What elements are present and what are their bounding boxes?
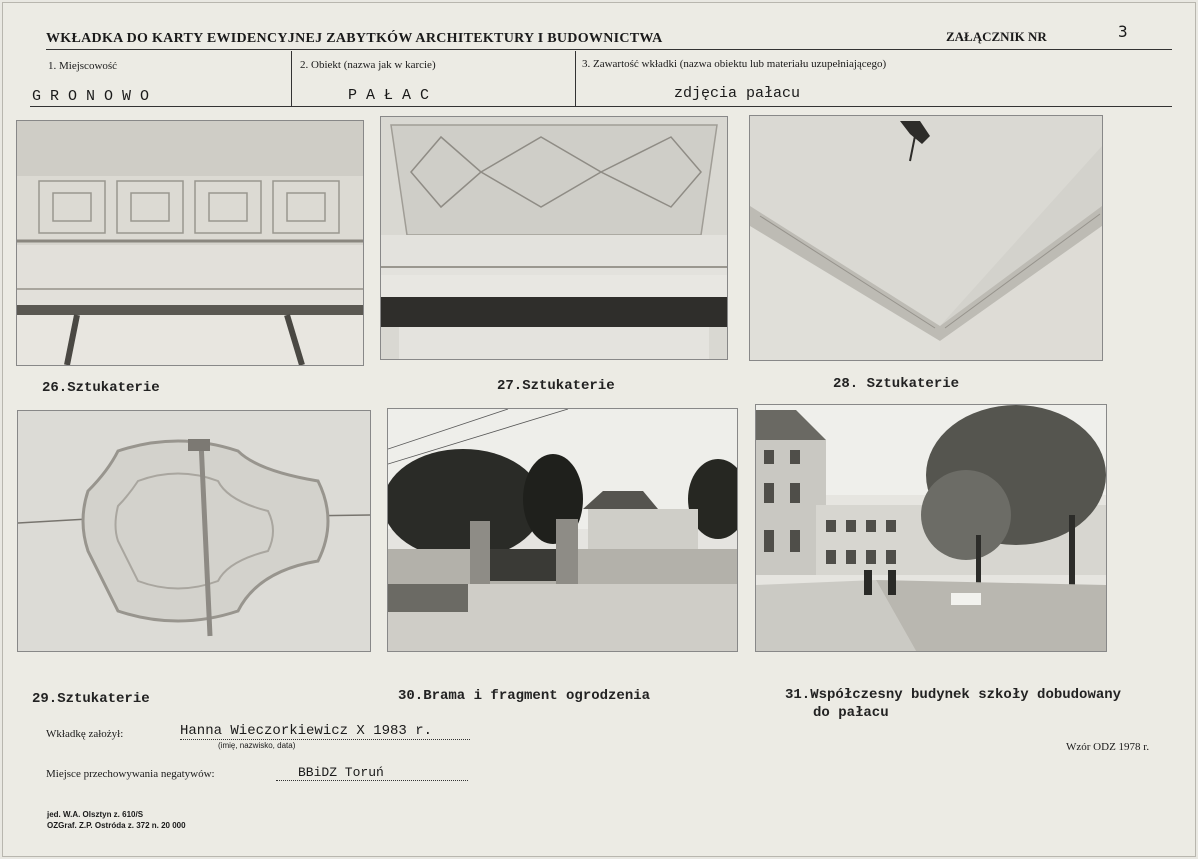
caption-29: 29.Sztukaterie	[32, 691, 150, 707]
field-divider-2	[575, 51, 576, 106]
author-value: Hanna Wieczorkiewicz X 1983 r.	[180, 723, 470, 740]
attachment-number: 3	[1118, 22, 1128, 41]
caption-26: 26.Sztukaterie	[42, 380, 160, 396]
header-rule	[46, 49, 1172, 50]
caption-27: 27.Sztukaterie	[497, 378, 615, 394]
contents-label: 3. Zawartość wkładki (nazwa obiektu lub materiału uzupełniającego)	[582, 58, 887, 70]
caption-30: 30.Brama i fragment ogrodzenia	[398, 688, 651, 704]
caption-28: 28. Sztukaterie	[833, 376, 960, 392]
print-line-2: OZGraf. Z.P. Ostróda z. 372 n. 20 000	[47, 821, 186, 830]
author-label: Wkładkę założył:	[46, 728, 124, 740]
contents-value: zdjęcia pałacu	[674, 85, 801, 102]
print-line-1: jed. W.A. Olsztyn z. 610/S	[47, 810, 144, 819]
author-hint: (imię, nazwisko, data)	[218, 741, 296, 750]
storage-value: BBiDZ Toruń	[276, 765, 468, 781]
object-value: P A Ł A C	[348, 87, 430, 104]
form-model: Wzór ODZ 1978 r.	[1066, 741, 1150, 753]
caption-31-line1: 31.Współczesny budynek szkoły dobudowany	[785, 687, 1122, 703]
locality-value: G R O N O W O	[32, 88, 150, 105]
locality-label: 1. Miejscowość	[48, 60, 118, 72]
ceiling-panels-photo	[380, 116, 728, 360]
ceiling-coffers-photo	[16, 120, 364, 366]
form-title: WKŁADKA DO KARTY EWIDENCYJNEJ ZABYTKÓW ARCHITEKTURY I BUDOWNICTWA	[46, 31, 663, 46]
gate-photo	[387, 408, 738, 652]
caption-31-line2: do pałacu	[813, 705, 889, 721]
stucco-ornament-photo	[17, 410, 371, 652]
object-label: 2. Obiekt (nazwa jak w karcie)	[300, 59, 436, 71]
fields-rule	[30, 106, 1172, 107]
school-building-photo	[755, 404, 1107, 652]
storage-label: Miejsce przechowywania negatywów:	[46, 768, 215, 780]
ceiling-cornice-photo	[749, 115, 1103, 361]
field-divider-1	[291, 51, 292, 106]
attachment-label: ZAŁĄCZNIK NR	[946, 29, 1047, 44]
